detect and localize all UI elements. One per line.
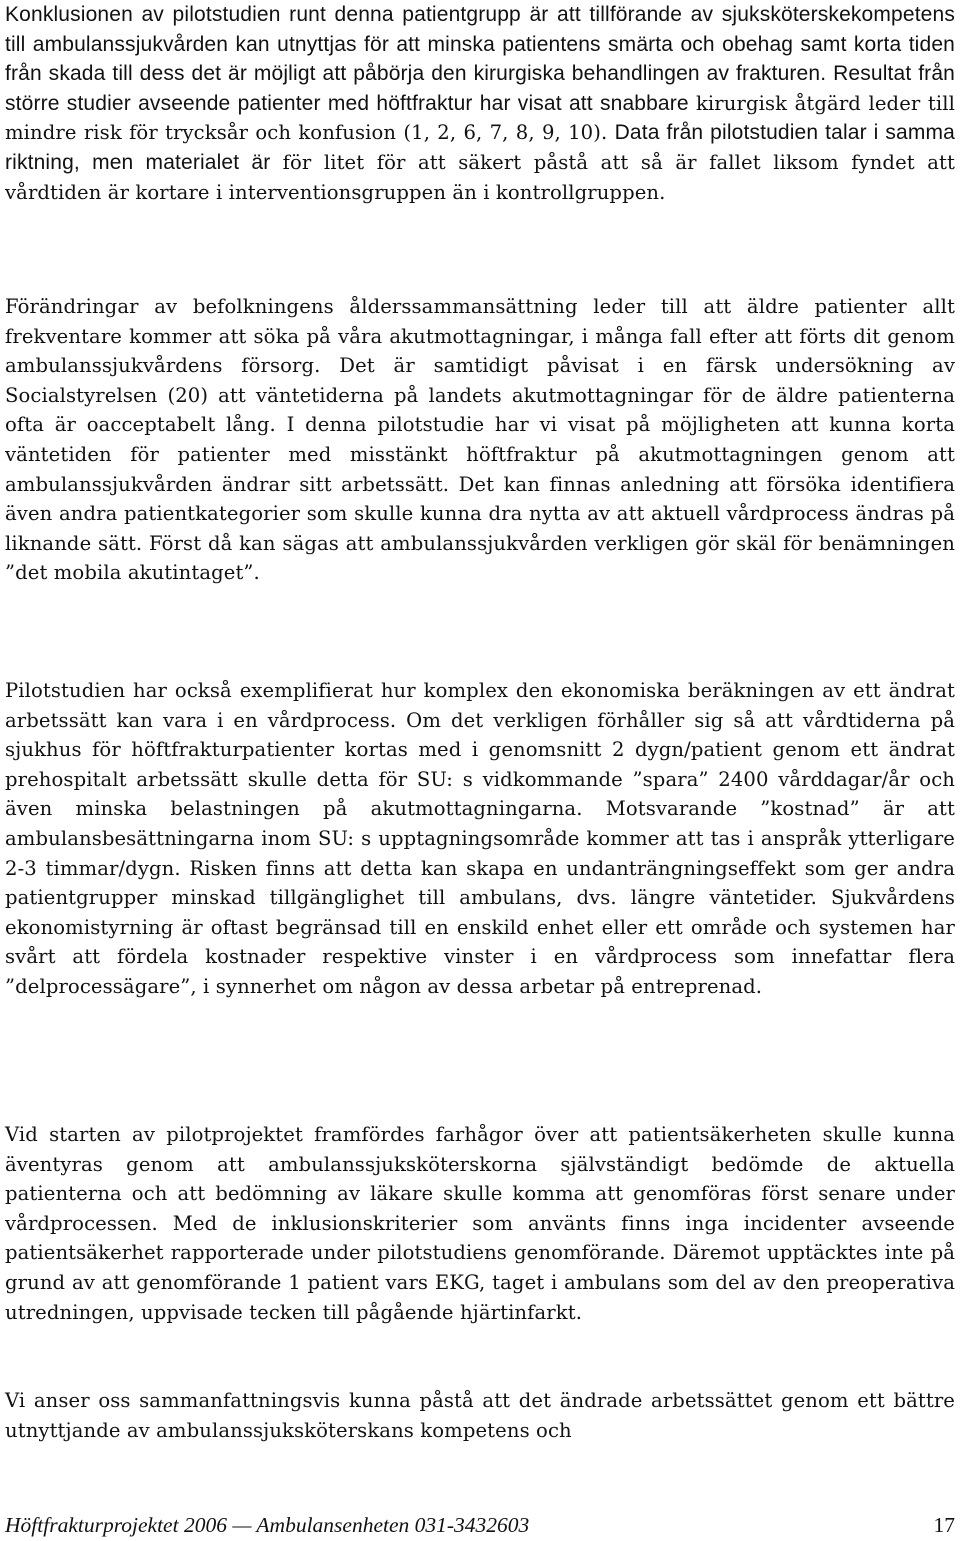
paragraph-conclusion-serif-text-2: för litet för att säkert påstå att så är fallet liksom fyndet att vårdtiden är kortare i interventionsgruppen än i kontrollgruppen.: [5, 150, 955, 204]
paragraph-conclusion: [5, 0, 955, 207]
paragraph-summary: Vi anser oss sammanfattningsvis kunna påstå att det ändrade arbetssättet genom ett bättre utnyttjande av ambulanssjuksköterskans kompetens och: [5, 1389, 955, 1442]
paragraph-demographics: Förändringar av befolkningens ålderssammansättning leder till att äldre patienter allt frekventare kommer att söka på våra akutmottagningar, i många fall efter att förts dit genom ambulanssjukvårdens försorg. Det är samtidigt påvisat i en färsk undersökning av Socialstyrelsen (20) att väntetiderna på landets akutmottagningar för de äldre patienterna ofta är oacceptabelt lång. I denna pilotstudie har vi visat på möjligheten att kunna korta väntetiden för patienter med misstänkt höftfraktur på akutmottagningen genom att ambulanssjukvården ändrar sitt arbetssätt. Det kan finnas anledning att försöka identifiera även andra patientkategorier som skulle kunna dra nytta av att aktuell vårdprocess ändras på liknande sätt. Först då kan sägas att ambulanssjukvården verkligen gör skäl för benämningen ”det mobila akutintaget”.: [5, 295, 955, 585]
page-number: 17: [933, 1513, 955, 1537]
paragraph-conclusion-serif-text: kirurgisk åtgärd leder till mindre risk för trycksår och konfusion (1, 2, 6, 7, 8, 9, 10).: [5, 91, 955, 145]
paragraph-conclusion-sans-text: Konklusionen av pilotstudien runt denna patientgrupp är att tillförande av sjuksköterskekompetens till ambulanssjukvården kan utnyttjas för att minska patientens smärta och obehag samt korta tiden från skada till dess det är möjligt att påbörja den kirurgiska behandlingen av frakturen. Resultat från större studier avseende patienter med höftfraktur har visat att snabbare: [5, 3, 955, 115]
paragraph-conclusion-sans-text-2: Data från pilotstudien talar i samma riktning, men materialet är: [5, 121, 955, 174]
paragraph-economics: Pilotstudien har också exemplifierat hur komplex den ekonomiska beräkningen av ett ändrat arbetssätt kan vara i en vårdprocess. Om det verkligen förhåller sig så att vårdtiderna på sjukhus för höftfrakturpatienter kortas med i genomsnitt 2 dygn/patient genom ett ändrat prehospitalt arbetssätt skulle detta för SU: s vidkommande ”spara” 2400 vårddagar/år och även minska belastningen på akutmottagningarna. Motsvarande ”kostnad” är att ambulansbesättningarna inom SU: s upptagningsområde kommer att tas i anspråk ytterligare 2-3 timmar/dygn. Risken finns att detta kan skapa en undanträngningseffekt som ger andra patientgrupper minskad tillgänglighet till ambulans, dvs. längre väntetider. Sjukvårdens ekonomistyrning är oftast begränsad till en enskild enhet eller ett område och systemen har svårt att fördela kostnader respektive vinster i en vårdprocess som innefattar flera ”delprocessägare”, i synnerhet om någon av dessa arbetar på entreprenad.: [5, 679, 955, 998]
footer-title: Höftfrakturprojektet 2006 — Ambulansenheten 031-3432603: [5, 1513, 530, 1537]
page-footer: [5, 1510, 955, 1540]
paragraph-patient-safety: Vid starten av pilotprojektet framfördes farhågor över att patientsäkerheten skulle kunna äventyras genom att ambulanssjuksköterskorna självständigt bedömde de aktuella patienterna och att bedömning av läkare skulle komma att genomföras först senare under vårdprocessen. Med de inklusionskriterier som använts finns inga incidenter avseende patientsäkerhet rapporterade under pilotstudiens genomförande. Däremot upptäcktes inte på grund av att genomförande 1 patient vars EKG, taget i ambulans som del av den preoperativa utredningen, uppvisade tecken till pågående hjärtinfarkt.: [5, 1123, 955, 1324]
